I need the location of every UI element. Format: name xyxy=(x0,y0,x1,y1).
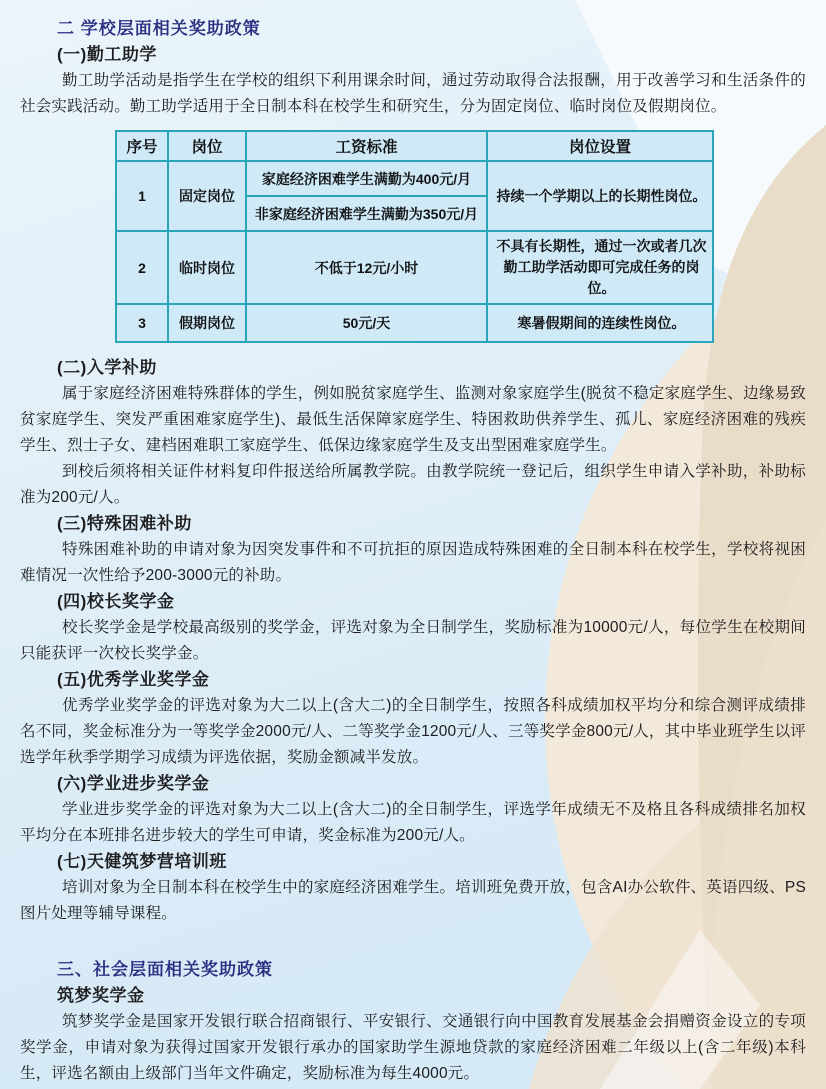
paragraph-academic-excellence: 优秀学业奖学金的评选对象为大二以上(含大二)的全日制学生，按照各科成绩加权平均分和综合测评成绩排名不同，奖金标准分为一等奖学金2000元/人、二等奖学金1200元/人、三等奖学金800元/人，其中毕业班学生以评选学年秋季学期学习成绩为评选依据，奖励金额减半发放。 xyxy=(20,697,806,766)
paragraph-academic-progress: 学业进步奖学金的评选对象为大二以上(含大二)的全日制学生，评选学年成绩无不及格且各科成绩排名加权平均分在本班排名进步较大的学生可申请，奖金标准为200元/人。 xyxy=(20,801,806,844)
table-row-holiday-post xyxy=(116,304,713,342)
paragraph-work-study: 勤工助学活动是指学生在学校的组织下利用课余时间，通过劳动取得合法报酬，用于改善学习和生活条件的社会实践活动。勤工助学适用于全日制本科在校学生和研究生，分为固定岗位、临时岗位及假期岗位。 xyxy=(20,72,806,115)
paragraph-enrollment-subsidy-2: 到校后须将相关证件材料复印件报送给所属教学院。由教学院统一登记后，组织学生申请入学补助，补助标准为200元/人。 xyxy=(20,463,806,506)
table-cell-wage: 不低于12元/小时 xyxy=(246,231,487,304)
table-header-no: 序号 xyxy=(116,131,168,161)
section-heading-enrollment-subsidy: (二)入学补助 xyxy=(57,358,157,377)
part2-heading: 二 学校层面相关奖助政策 xyxy=(57,19,261,38)
table-cell-post: 固定岗位 xyxy=(168,161,246,231)
table-cell-setup: 寒暑假期间的连续性岗位。 xyxy=(487,304,713,342)
table-row-temp-post xyxy=(116,231,713,304)
section-heading-president-scholarship: (四)校长奖学金 xyxy=(57,592,175,611)
part3-heading: 三、社会层面相关奖助政策 xyxy=(57,960,273,979)
table-row-fixed-post-a xyxy=(116,161,713,196)
paragraph-president-scholarship: 校长奖学金是学校最高级别的奖学金，评选对象为全日制学生，奖励标准为10000元/人，每位学生在校期间只能获评一次校长奖学金。 xyxy=(20,619,806,662)
section-heading-academic-progress: (六)学业进步奖学金 xyxy=(57,774,210,793)
table-cell-no: 3 xyxy=(116,304,168,342)
table-cell-setup: 不具有长期性，通过一次或者几次勤工助学活动即可完成任务的岗位。 xyxy=(487,231,713,304)
work-study-table xyxy=(115,130,714,343)
table-cell-no: 2 xyxy=(116,231,168,304)
table-header-row xyxy=(116,131,713,161)
paragraph-dream-scholarship: 筑梦奖学金是国家开发银行联合招商银行、平安银行、交通银行向中国教育发展基金会捐赠资金设立的专项奖学金，申请对象为获得过国家开发银行承办的国家助学生源地贷款的家庭经济困难二年级以上(含二年级)本科生，评选名额由上级部门当年文件确定，奖励标准为每生4000元。 xyxy=(20,1013,806,1082)
table-header-setup: 岗位设置 xyxy=(487,131,713,161)
section-heading-special-hardship: (三)特殊困难补助 xyxy=(57,514,192,533)
table-cell-post: 临时岗位 xyxy=(168,231,246,304)
table-cell-wage-poor: 家庭经济困难学生满勤为400元/月 xyxy=(246,161,487,196)
table-cell-no: 1 xyxy=(116,161,168,231)
table-cell-setup: 持续一个学期以上的长期性岗位。 xyxy=(487,161,713,231)
paragraph-special-hardship: 特殊困难补助的申请对象为因突发事件和不可抗拒的原因造成特殊困难的全日制本科在校学生，学校将视困难情况一次性给予200-3000元的补助。 xyxy=(20,541,806,584)
table-header-post: 岗位 xyxy=(168,131,246,161)
section-heading-academic-excellence: (五)优秀学业奖学金 xyxy=(57,670,210,689)
table-cell-post: 假期岗位 xyxy=(168,304,246,342)
paragraph-enrollment-subsidy-1: 属于家庭经济困难特殊群体的学生，例如脱贫家庭学生、监测对象家庭学生(脱贫不稳定家庭学生、边缘易致贫家庭学生、突发严重困难家庭学生)、最低生活保障家庭学生、特困救助供养学生、孤儿、家庭经济困难的残疾学生、烈士子女、建档困难职工家庭学生、低保边缘家庭学生及支出型困难家庭学生。 xyxy=(20,385,806,454)
section-heading-dream-scholarship: 筑梦奖学金 xyxy=(57,986,145,1005)
table-cell-wage: 50元/天 xyxy=(246,304,487,342)
section-heading-work-study: (一)勤工助学 xyxy=(57,45,157,64)
table-header-wage: 工资标准 xyxy=(246,131,487,161)
work-study-table-wrapper xyxy=(115,130,806,343)
table-cell-wage-nonpoor: 非家庭经济困难学生满勤为350元/月 xyxy=(246,196,487,231)
paragraph-training-class: 培训对象为全日制本科在校学生中的家庭经济困难学生。培训班免费开放，包含AI办公软件、英语四级、PS图片处理等辅导课程。 xyxy=(20,879,806,922)
section-heading-training-class: (七)天健筑梦营培训班 xyxy=(57,852,227,871)
